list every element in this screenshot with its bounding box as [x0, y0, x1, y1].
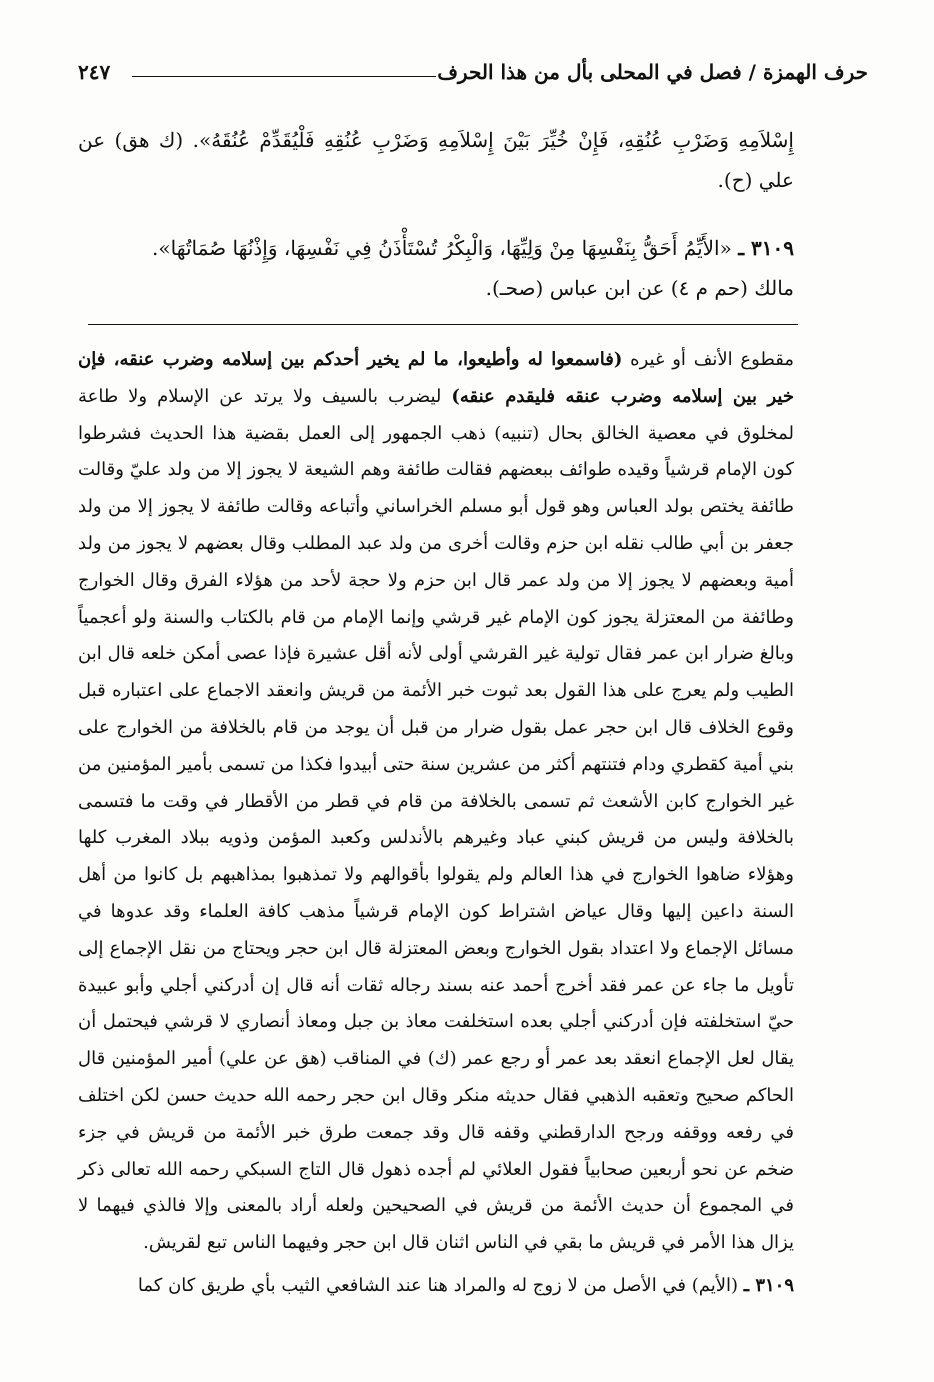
commentary-quoted-hadith: (فاسمعوا له وأطيعوا، ما لم يخير أحدكم بين إسلامه وضرب عنقه، فإن خير بين إسلامه وضرب عنقه فليقدم عنقه)	[78, 349, 794, 407]
commentary-next-entry	[78, 1268, 794, 1305]
page-number: ٢٤٧	[78, 60, 111, 84]
hadith-continuation	[78, 120, 794, 200]
hadith-text: «الأَيِّمُ أَحَقُّ بِنَفْسِهَا مِنْ وَلِيِّهَا، وَالْبِكْرُ تُسْتَأْذَنُ فِي نَفْسِهَا، وَإِذْنُهَا صُمَاتُهَا».	[152, 236, 732, 260]
header-rule	[132, 76, 436, 77]
commentary-entry-number: ٣١٠٩ ـ	[743, 1274, 794, 1296]
page-header	[78, 54, 868, 94]
commentary-paragraph	[78, 342, 794, 1262]
commentary-body: ليضرب بالسيف ولا يرتد عن الإسلام ولا طاعة لمخلوق في معصية الخالق بحال (تنبيه) ذهب الجمهور إلى العمل بقضية هذا الحديث فشرطوا كون الإمام قرشياً وقيده طوائف ببعضهم فقالت طائفة وهم الشيعة لا يجوز إلا من ولد عليّ وقالت طائفة يختص بولد العباس وهو قول أبو مسلم الخراساني وأتباعه وقالت طائفة لا يجوز إلا من ولد جعفر بن أبي طالب نقله ابن حزم وقالت أخرى من ولد عبد المطلب وقال بعضهم لا يجوز من ولد أمية وبعضهم لا يجوز إلا من ولد عمر قال ابن حزم ولا حجة لأحد من هؤلاء الفرق وقال الخوارج وطائفة من المعتزلة يجوز كون الإمام غير قرشي وإنما الإمام من قام بالكتاب والسنة ولو أعجمياً وبالغ ضرار ابن عمر فقال تولية غير القرشي أولى لأنه أقل عشيرة فإذا عصى أمكن خلعه قال ابن الطيب ولم يعرج على هذا القول بعد ثبوت خبر الأئمة من قريش وانعقد الاجماع على اعتباره قبل وقوع الخلاف قال ابن حجر عمل بقول ضرار من قبل أن يوجد من قام بالخلافة من الخوارج على بني أمية كقطري ودام فتنتهم أكثر من عشرين سنة حتى أبيدوا فكذا من تسمى بأمير المؤمنين من غير الخوارج كابن الأشعث ثم تسمى بالخلافة من قام في قطر من الأقطار في وقت ما فتسمى بالخلافة وليس من قريش كبني عباد وغيرهم بالأندلس وكعبد المؤمن وذويه ببلاد المغرب كلها وهؤلاء ضاهوا الخوارج في هذا العالم ولم يقولوا بأقوالهم ولا تمذهبوا بمذاهبهم بل كانوا من أهل السنة داعين إليها وقال عياض اشتراط كون الإمام قرشياً مذهب كافة العلماء وقد عدوها في مسائل الإجماع ولا اعتداد بقول الخوارج وبعض المعتزلة قال ابن حجر ويحتاج من نقل الإجماع إلى تأويل ما جاء عن عمر فقد أخرج أحمد عنه بسند رجاله ثقات أنه قال إن أدركني أجلي وأبو عبيدة حيّ استخلفته فإن أدركني أجلي بعده استخلفت معاذ بن جبل ومعاذ أنصاري لا قرشي فيحتمل أن يقال لعل الإجماع انعقد بعد عمر أو رجع عمر (ك) في المناقب (هق عن علي) أمير المؤمنين قال الحاكم صحيح وتعقبه الذهبي فقال حديثه منكر وقال ابن حجر رحمه الله حديث حسن لكن اختلف في رفعه ووقفه ورجح الدارقطني وقفه قال وقد جمعت طرق خبر الأئمة من قريش في جزء ضخم عن نحو أربعين صحابياً فقول العلائي لم أجده ذهول قال التاج السبكي رحمه الله تعالى ذكر في المجموع أن حديث الأئمة من قريش في الصحيحين ولعله أراد بالمعنى وإلا فالذي فيهما لا يزال هذا الأمر في قريش ما بقي في الناس اثنان قال ابن حجر وفيهما الناس تبع لقريش.	[78, 385, 794, 1254]
commentary-entry-text: (الأيم) في الأصل من لا زوج له والمراد هنا عند الشافعي الثيب بأي طريق كان كما	[137, 1274, 744, 1296]
hadith-source: مالك (حم م ٤) عن ابن عباس (صحـ).	[485, 276, 794, 300]
hadith-continuation-text: إِسْلاَمِهِ وَضَرْبِ عُنُقِهِ، فَإِنْ خُيِّرَ بَيْنَ إِسْلاَمِهِ وَضَرْبِ عُنُقِهِ فَلْيُقَدِّمْ عُنُقَهُ». (ك هق) عن علي (ح).	[78, 128, 794, 192]
running-title: حرف الهمزة / فصل في المحلى بأل من هذا الحرف	[437, 60, 868, 84]
footnote-separator	[88, 324, 798, 325]
commentary-section	[78, 342, 794, 1305]
hadith-number: ٣١٠٩ ـ	[738, 236, 794, 260]
hadith-3109	[78, 228, 794, 308]
commentary-intro: مقطوع الأنف أو غيره	[622, 349, 794, 370]
